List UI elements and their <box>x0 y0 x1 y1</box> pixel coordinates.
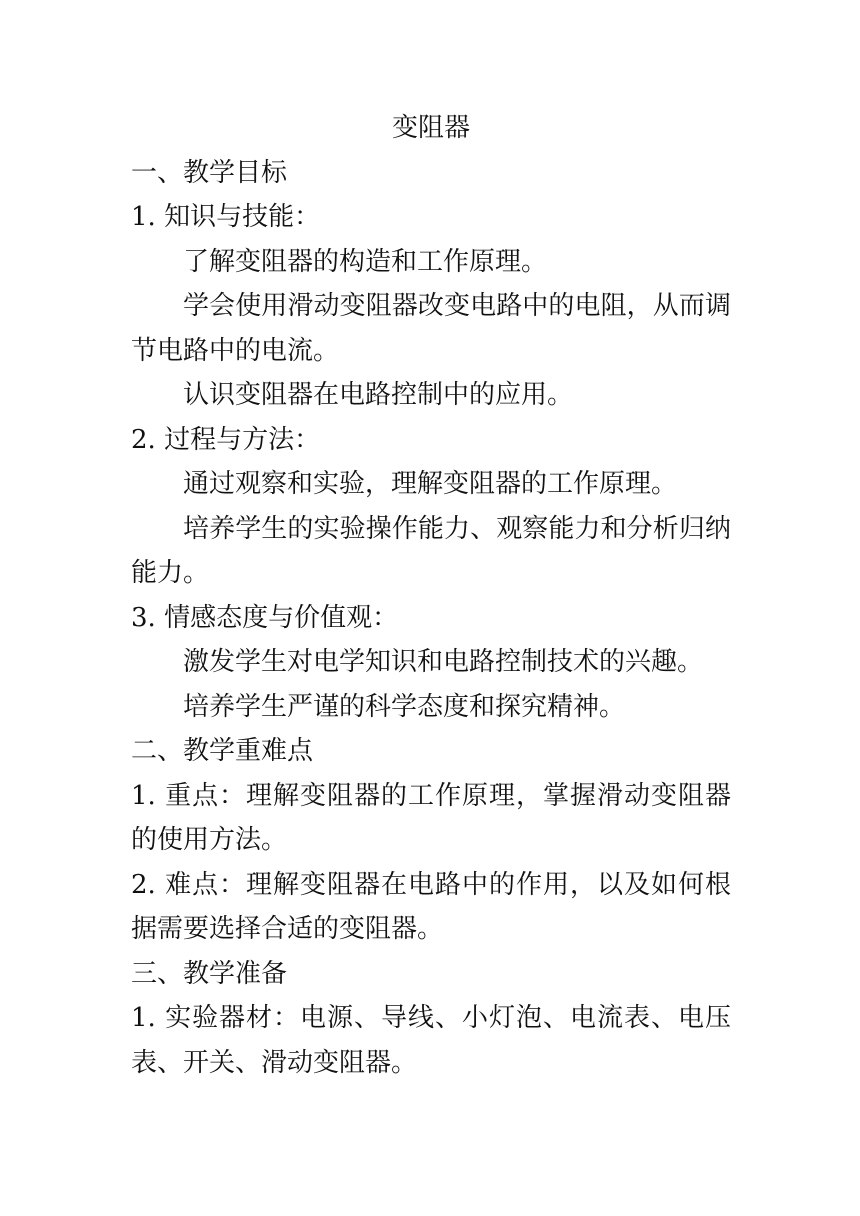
paragraph-key-point: 1. 重点：理解变阻器的工作原理，掌握滑动变阻器的使用方法。 <box>131 780 731 855</box>
document-body <box>131 106 731 1085</box>
paragraph: 激发学生对电学知识和电路控制技术的兴趣。 <box>183 647 704 677</box>
document-title: 变阻器 <box>391 113 470 143</box>
section-heading-preparation: 三、教学准备 <box>131 958 288 989</box>
section-heading-key-difficult-points: 二、教学重难点 <box>131 736 314 766</box>
subheading-process-methods: 2. 过程与方法： <box>131 424 321 455</box>
paragraph: 培养学生严谨的科学态度和探究精神。 <box>183 691 626 722</box>
paragraph: 学会使用滑动变阻器改变电路中的电阻，从而调节电路中的电流。 <box>131 291 731 366</box>
section-heading-objectives: 一、教学目标 <box>131 157 288 188</box>
paragraph: 通过观察和实验，理解变阻器的工作原理。 <box>183 469 678 499</box>
subheading-attitudes-values: 3. 情感态度与价值观： <box>131 602 399 633</box>
paragraph: 培养学生的实验操作能力、观察能力和分析归纳能力。 <box>131 513 731 588</box>
paragraph-equipment: 1. 实验器材：电源、导线、小灯泡、电流表、电压表、开关、滑动变阻器。 <box>131 1003 731 1078</box>
subheading-knowledge-skills: 1. 知识与技能： <box>131 202 321 232</box>
paragraph: 了解变阻器的构造和工作原理。 <box>183 246 548 277</box>
paragraph-difficult-point: 2. 难点：理解变阻器在电路中的作用，以及如何根据需要选择合适的变阻器。 <box>131 869 731 944</box>
paragraph: 认识变阻器在电路控制中的应用。 <box>183 380 574 410</box>
